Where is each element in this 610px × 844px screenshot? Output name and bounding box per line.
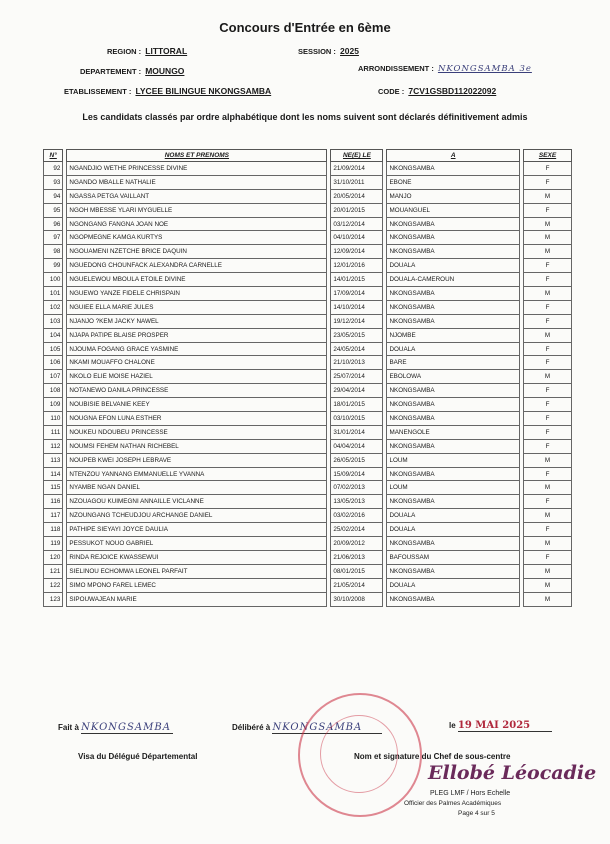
table-row xyxy=(44,300,572,314)
cell-name: NTENZOU YANNANG EMMANUELLE YVANNA xyxy=(67,467,327,481)
table-row xyxy=(44,467,572,481)
cell-sex: M xyxy=(524,564,572,578)
table-row xyxy=(44,287,572,301)
signature-name: Ellobé Léocadie xyxy=(428,762,597,784)
cell-date: 24/05/2014 xyxy=(331,342,383,356)
cell-num: 101 xyxy=(44,287,63,301)
table-row xyxy=(44,189,572,203)
cell-num: 100 xyxy=(44,273,63,287)
col-date-header: NE(E) LE xyxy=(331,150,383,162)
table-body xyxy=(44,162,572,607)
cell-place: NKONGSAMBA xyxy=(387,537,520,551)
cell-date: 15/09/2014 xyxy=(331,467,383,481)
cell-date: 14/01/2015 xyxy=(331,273,383,287)
cell-name: NYAMBE NGAN DANIEL xyxy=(67,481,327,495)
table-row xyxy=(44,481,572,495)
cell-place: EBONE xyxy=(387,175,520,189)
cell-num: 109 xyxy=(44,398,63,412)
cell-date: 17/09/2014 xyxy=(331,287,383,301)
cell-place: EBOLOWA xyxy=(387,370,520,384)
table-row xyxy=(44,439,572,453)
table-row xyxy=(44,175,572,189)
cell-name: NKOLO ELIE MOISE HAZIEL xyxy=(67,370,327,384)
stamp-inner-ring xyxy=(320,715,398,793)
cell-place: NKONGSAMBA xyxy=(387,287,520,301)
cell-date: 03/12/2014 xyxy=(331,217,383,231)
cell-name: NOUMSI FEHEM NATHAN RICHEBEL xyxy=(67,439,327,453)
cell-date: 14/10/2014 xyxy=(331,300,383,314)
cell-name: NGUEWO YANZE FIDELE CHRISPAIN xyxy=(67,287,327,301)
delibere-label: Délibéré à xyxy=(232,723,271,732)
cell-date: 20/01/2015 xyxy=(331,203,383,217)
table-row xyxy=(44,259,572,273)
cell-name: NGOUAMENI NZETCHE BRICE DAQUIN xyxy=(67,245,327,259)
cell-sex: M xyxy=(524,245,572,259)
cell-num: 102 xyxy=(44,300,63,314)
arrondissement-label: ARRONDISSEMENT : xyxy=(358,64,434,73)
cell-num: 98 xyxy=(44,245,63,259)
session-label: SESSION : xyxy=(298,47,336,56)
etablissement-label: ETABLISSEMENT : xyxy=(64,87,132,96)
session-field xyxy=(298,46,359,56)
cell-place: DOUALA xyxy=(387,259,520,273)
table-row xyxy=(44,412,572,426)
departement-label: DEPARTEMENT : xyxy=(80,67,142,76)
table-row xyxy=(44,217,572,231)
cell-num: 94 xyxy=(44,189,63,203)
table-row xyxy=(44,564,572,578)
cell-name: NZOUNGANG TCHEUDJOU ARCHANGE DANIEL xyxy=(67,509,327,523)
cell-date: 20/09/2012 xyxy=(331,537,383,551)
cell-sex: F xyxy=(524,273,572,287)
cell-date: 03/02/2016 xyxy=(331,509,383,523)
cell-date: 21/05/2014 xyxy=(331,578,383,592)
cell-date: 21/06/2013 xyxy=(331,550,383,564)
cell-place: NKONGSAMBA xyxy=(387,467,520,481)
cell-date: 19/12/2014 xyxy=(331,314,383,328)
table-row xyxy=(44,509,572,523)
cell-date: 04/10/2014 xyxy=(331,231,383,245)
cell-sex: M xyxy=(524,217,572,231)
cell-name: NGANDJIO WETHE PRINCESSE DIVINE xyxy=(67,162,327,176)
cell-date: 21/09/2014 xyxy=(331,162,383,176)
region-label: REGION : xyxy=(107,47,142,56)
cell-sex: M xyxy=(524,509,572,523)
table-row xyxy=(44,203,572,217)
cell-num: 106 xyxy=(44,356,63,370)
cell-sex: F xyxy=(524,495,572,509)
cell-place: DOUALA xyxy=(387,509,520,523)
visa-label: Visa du Délégué Départemental xyxy=(78,752,198,761)
cell-sex: F xyxy=(524,356,572,370)
cell-name: NZOUAGOU KUIMEGNI ANNAILLE VICLANNE xyxy=(67,495,327,509)
cell-place: BARE xyxy=(387,356,520,370)
cell-num: 110 xyxy=(44,412,63,426)
cell-place: NKONGSAMBA xyxy=(387,398,520,412)
table-row xyxy=(44,425,572,439)
cell-name: NGUEDONG CHOUNFACK ALEXANDRA CARNELLE xyxy=(67,259,327,273)
cell-date: 25/07/2014 xyxy=(331,370,383,384)
table-row xyxy=(44,453,572,467)
cell-sex: F xyxy=(524,162,572,176)
cell-sex: M xyxy=(524,537,572,551)
cell-place: MANENGOLE xyxy=(387,425,520,439)
cell-name: NGOPMEGNE KAMGA KURTYS xyxy=(67,231,327,245)
cell-place: NKONGSAMBA xyxy=(387,439,520,453)
cell-num: 122 xyxy=(44,578,63,592)
table-row xyxy=(44,495,572,509)
region-field xyxy=(107,46,187,56)
table-row xyxy=(44,162,572,176)
table-row xyxy=(44,384,572,398)
cell-sex: F xyxy=(524,425,572,439)
cell-place: BAFOUSSAM xyxy=(387,550,520,564)
col-sex-header: SEXE xyxy=(524,150,572,162)
cell-place: LOUM xyxy=(387,481,520,495)
cell-name: NGOH MBESSE YLARI MYGUELLE xyxy=(67,203,327,217)
cell-num: 115 xyxy=(44,481,63,495)
cell-sex: F xyxy=(524,314,572,328)
cell-name: RINDA REJOICE KWASSEWUI xyxy=(67,550,327,564)
cell-num: 108 xyxy=(44,384,63,398)
cell-place: NKONGSAMBA xyxy=(387,412,520,426)
cell-name: SIMO MPONO FAREL LEMEC xyxy=(67,578,327,592)
etablissement-field xyxy=(64,86,271,96)
cell-date: 30/10/2008 xyxy=(331,592,383,606)
cell-num: 112 xyxy=(44,439,63,453)
cell-name: NOUPEB KWEI JOSEPH LEBRAVE xyxy=(67,453,327,467)
col-place-header: A xyxy=(387,150,520,162)
cell-date: 03/10/2015 xyxy=(331,412,383,426)
table-row xyxy=(44,592,572,606)
cell-name: NOUGNA EFON LUNA ESTHER xyxy=(67,412,327,426)
cell-date: 04/04/2014 xyxy=(331,439,383,453)
table-row xyxy=(44,314,572,328)
region-value: LITTORAL xyxy=(145,46,188,56)
cell-name: NOTANEWO DANILA PRINCESSE xyxy=(67,384,327,398)
cell-date: 26/05/2015 xyxy=(331,453,383,467)
cell-sex: M xyxy=(524,328,572,342)
subtitle: Les candidats classés par ordre alphabétique dont les noms suivent sont déclarés définitivement admis xyxy=(82,112,528,122)
cell-name: NGONGANG FANGNA JOAN NOE xyxy=(67,217,327,231)
cell-place: NJOMBE xyxy=(387,328,520,342)
cell-place: DOUALA xyxy=(387,342,520,356)
cell-num: 119 xyxy=(44,537,63,551)
etablissement-value: LYCEE BILINGUE NKONGSAMBA xyxy=(135,86,272,96)
col-num-header: N° xyxy=(44,150,63,162)
cell-num: 107 xyxy=(44,370,63,384)
date-field xyxy=(449,720,552,732)
cell-date: 29/04/2014 xyxy=(331,384,383,398)
cell-place: NKONGSAMBA xyxy=(387,495,520,509)
cell-date: 08/01/2015 xyxy=(331,564,383,578)
cell-name: NOUKEU NDOUBEU PRINCESSE xyxy=(67,425,327,439)
cell-sex: F xyxy=(524,523,572,537)
cell-place: DOUALA-CAMEROUN xyxy=(387,273,520,287)
col-name-header: NOMS ET PRENOMS xyxy=(67,150,327,162)
cell-place: MOUANGUEL xyxy=(387,203,520,217)
cell-sex: M xyxy=(524,231,572,245)
cell-num: 95 xyxy=(44,203,63,217)
signature-label: Nom et signature du Chef de sous-centre xyxy=(354,752,511,761)
cell-place: DOUALA xyxy=(387,578,520,592)
cell-place: NKONGSAMBA xyxy=(387,231,520,245)
table-row xyxy=(44,245,572,259)
cell-num: 118 xyxy=(44,523,63,537)
page-number: Page 4 sur 5 xyxy=(458,810,495,817)
cell-date: 18/01/2015 xyxy=(331,398,383,412)
cell-num: 121 xyxy=(44,564,63,578)
cell-date: 21/10/2013 xyxy=(331,356,383,370)
session-value: 2025 xyxy=(340,46,359,56)
cell-name: PATHIPE SIEYAYI JOYCE DAULIA xyxy=(67,523,327,537)
signature-subtitle: Officier des Palmes Académiques xyxy=(404,800,502,807)
cell-place: NKONGSAMBA xyxy=(387,162,520,176)
cell-name: NJOUMA FOGANG GRACE YASMINE xyxy=(67,342,327,356)
cell-sex: M xyxy=(524,189,572,203)
cell-sex: M xyxy=(524,578,572,592)
cell-name: NGUIEE ELLA MARIE JULES xyxy=(67,300,327,314)
table-row xyxy=(44,370,572,384)
table-row xyxy=(44,523,572,537)
cell-num: 114 xyxy=(44,467,63,481)
cell-date: 07/02/2013 xyxy=(331,481,383,495)
cell-num: 96 xyxy=(44,217,63,231)
cell-sex: F xyxy=(524,300,572,314)
cell-sex: M xyxy=(524,481,572,495)
cell-date: 13/05/2013 xyxy=(331,495,383,509)
le-label: le xyxy=(449,721,456,730)
table-row xyxy=(44,231,572,245)
cell-date: 20/05/2014 xyxy=(331,189,383,203)
code-label: CODE : xyxy=(378,87,405,96)
cell-name: NKAMI MOUAFFO CHALONE xyxy=(67,356,327,370)
cell-place: NKONGSAMBA xyxy=(387,384,520,398)
cell-sex: F xyxy=(524,550,572,564)
cell-sex: M xyxy=(524,287,572,301)
cell-num: 93 xyxy=(44,175,63,189)
table-row xyxy=(44,328,572,342)
table-row xyxy=(44,537,572,551)
table-row xyxy=(44,273,572,287)
fait-label: Fait à xyxy=(58,723,79,732)
cell-date: 25/02/2014 xyxy=(331,523,383,537)
cell-sex: M xyxy=(524,370,572,384)
departement-value: MOUNGO xyxy=(145,66,185,76)
table-row xyxy=(44,356,572,370)
cell-name: NOUBISIE BELVANIE KEEY xyxy=(67,398,327,412)
cell-num: 116 xyxy=(44,495,63,509)
table-row xyxy=(44,550,572,564)
le-value: 19 MAI 2025 xyxy=(458,720,552,732)
cell-sex: F xyxy=(524,203,572,217)
cell-sex: M xyxy=(524,592,572,606)
cell-date: 31/10/2011 xyxy=(331,175,383,189)
cell-place: NKONGSAMBA xyxy=(387,564,520,578)
cell-place: LOUM xyxy=(387,453,520,467)
cell-num: 111 xyxy=(44,425,63,439)
cell-date: 12/09/2014 xyxy=(331,245,383,259)
arrondissement-field xyxy=(358,64,532,74)
cell-place: NKONGSAMBA xyxy=(387,314,520,328)
cell-sex: F xyxy=(524,412,572,426)
cell-name: PESSUKOT NOUO GABRIEL xyxy=(67,537,327,551)
cell-place: DOUALA xyxy=(387,523,520,537)
cell-num: 120 xyxy=(44,550,63,564)
cell-name: NJAPA PATIPE BLAISE PROSPER xyxy=(67,328,327,342)
cell-sex: F xyxy=(524,467,572,481)
departement-field xyxy=(80,66,184,76)
cell-place: NKONGSAMBA xyxy=(387,217,520,231)
cell-num: 105 xyxy=(44,342,63,356)
cell-sex: M xyxy=(524,453,572,467)
cell-name: NGANDO MBALLE NATHALIE xyxy=(67,175,327,189)
cell-date: 12/01/2016 xyxy=(331,259,383,273)
cell-place: NKONGSAMBA xyxy=(387,300,520,314)
cell-date: 23/05/2015 xyxy=(331,328,383,342)
cell-date: 31/01/2014 xyxy=(331,425,383,439)
table-header-row xyxy=(44,150,572,162)
code-value: 7CV1GSBD112022092 xyxy=(408,86,497,96)
cell-num: 104 xyxy=(44,328,63,342)
cell-sex: F xyxy=(524,175,572,189)
cell-place: NKONGSAMBA xyxy=(387,592,520,606)
code-field xyxy=(378,86,496,96)
table-row xyxy=(44,342,572,356)
cell-sex: F xyxy=(524,439,572,453)
cell-sex: F xyxy=(524,342,572,356)
cell-sex: F xyxy=(524,398,572,412)
cell-name: SIPOUWAJEAN MARIE xyxy=(67,592,327,606)
cell-sex: F xyxy=(524,259,572,273)
arrondissement-value: NKONGSAMBA 3e xyxy=(437,64,532,74)
cell-place: MANJO xyxy=(387,189,520,203)
fait-field xyxy=(58,722,173,734)
cell-num: 92 xyxy=(44,162,63,176)
table-row xyxy=(44,398,572,412)
cell-place: NKONGSAMBA xyxy=(387,245,520,259)
cell-name: NGUELEWOU MBOULA ETOILE DIVINE xyxy=(67,273,327,287)
admitted-table xyxy=(43,149,572,607)
cell-name: NJANJO ?KEM JACKY NAWEL xyxy=(67,314,327,328)
cell-name: NGASSA PETGA VAILLANT xyxy=(67,189,327,203)
official-stamp xyxy=(298,693,422,817)
cell-num: 113 xyxy=(44,453,63,467)
cell-num: 123 xyxy=(44,592,63,606)
signature-title: PLEG LMF / Hors Echelle xyxy=(430,790,511,797)
cell-num: 97 xyxy=(44,231,63,245)
cell-name: SIELINOU ECHOMWA LEONEL PARFAIT xyxy=(67,564,327,578)
cell-num: 99 xyxy=(44,259,63,273)
page-title: Concours d'Entrée en 6ème xyxy=(219,20,391,35)
fait-value: NKONGSAMBA xyxy=(81,722,173,734)
cell-sex: F xyxy=(524,384,572,398)
cell-num: 103 xyxy=(44,314,63,328)
delibere-value: NKONGSAMBA xyxy=(272,722,382,734)
table-row xyxy=(44,578,572,592)
cell-num: 117 xyxy=(44,509,63,523)
